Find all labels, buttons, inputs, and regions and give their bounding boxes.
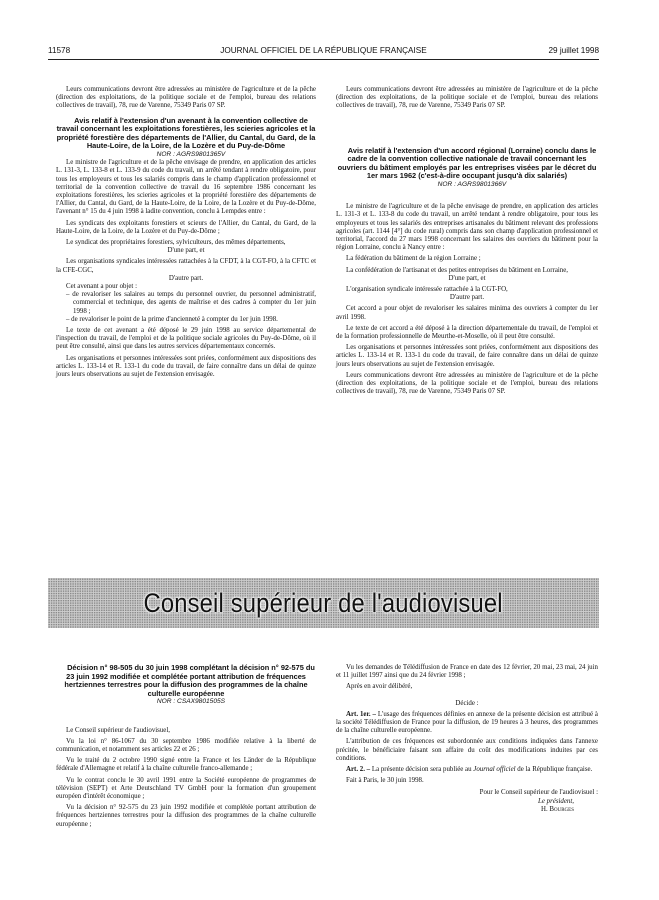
body-paragraph: Vu le contrat conclu le 30 avril 1991 entre la Société européenne de programmes de télévision (SEPT) et Arte Deutschland TV GmbH pour la formation d'un groupement européen d'intérêt économique ; (56, 776, 316, 800)
signature-for: Pour le Conseil supérieur de l'audiovisuel : (479, 789, 598, 797)
body-paragraph: Le texte de cet avenant a été déposé le 29 juin 1998 au service départemental de l'inspection du travail, de l'emploi et de la politique sociale agricoles du Puy-de-Dôme, où il peut être consulté, ainsi que dans les autres services départementaux concernés. (56, 327, 316, 351)
body-paragraph: D'autre part. (168, 274, 204, 282)
list-item: – de revaloriser le point de la prime d'ancienneté à compter du 1er juin 1998. (66, 315, 278, 323)
running-header (48, 46, 599, 58)
communication-paragraph: Leurs communications devront être adressées au ministère de l'agriculture et de la pêche (direction des exploitations, de la politique sociale et de l'emploi, bureau des relations collectives de travail), 78, rue de Varenne, 75349 Paris 07 SP. (56, 86, 316, 110)
body-paragraph: D'autre part. (449, 294, 485, 302)
body-paragraph: Les organisations et personnes intéressées sont priées, conformément aux dispositions des articles L. 133-14 et R. 133-1 du code du travail, de faire connaître dans un délai de quinze jours leurs observations au sujet de l'extension envisagée. (336, 344, 598, 368)
body-paragraph: Vu les demandes de Télédiffusion de France en date des 12 février, 20 mai, 23 mai, 24 juin et 11 juillet 1997 ainsi que du 24 février 1998 ; (336, 664, 598, 680)
body-paragraph: Le ministre de l'agriculture et de la pêche envisage de prendre, en application des articles L. 131-3, L. 133-8 et L. 133-9 du code du travail, un arrêté tendant à rendre obligatoire, pour tous les employeurs et tous les salariés compris dans le champ d'application professionnel et territorial de la convention collective de travail du 16 septembre 1986 concernant les exploitations forestières, les scieries agricoles et la propriété forestière des départements de l'Allier, du Cantal, du Gard, de la Haute-Loire, de la Loire, de la Lozère et du Puy-de-Dôme, l'avenant n° 15 du 4 juin 1998 à ladite convention, conclu à Lempdes entre : (56, 159, 316, 216)
body-paragraph: L'organisation syndicale intéressée rattachée à la CGT-FO, (346, 286, 508, 294)
section-title: Conseil supérieur de l'audiovisuel (143, 587, 504, 618)
article-1-label: Art. 1er. – (346, 710, 376, 718)
body-paragraph: Le syndicat des propriétaires forestiers, sylviculteurs, des mêmes départements, (66, 239, 286, 247)
article-2 (336, 766, 598, 774)
body-paragraph: D'une part, et (167, 247, 205, 255)
article-2-label: Art. 2. – (346, 766, 371, 774)
notice-title: Avis relatif à l'extension d'un accord régional (Lorraine) conclu dans le cadre de la convention collective nationale de travail concernant les ouvriers du bâtiment employés par les entreprises visées par le décret du 1er mars 1962 (c'est-à-dire occupant jusqu'à dix salariés) (337, 145, 597, 181)
done-at: Fait à Paris, le 30 juin 1998. (346, 777, 424, 785)
body-paragraph: Le ministre de l'agriculture et de la pêche envisage de prendre, en application des articles L. 131-3 et L. 133-8 du code du travail, un arrêté tendant à rendre obligatoire, pour tous les employeurs et tous les salariés des entreprises artisanales du bâtiment relevant des professions agricoles (art. 1144 [4°] du code rural) compris dans son champ d'application professionnel et territorial, l'accord du 27 mars 1998 concernant les salaires des ouvriers du bâtiment pour la région Lorraine, conclu à Nancy entre : (336, 203, 598, 252)
nor-reference: NOR : AGRS9801365V (156, 150, 226, 158)
issue-date: 29 juillet 1998 (548, 46, 599, 55)
body-paragraph: La fédération du bâtiment de la région Lorraine ; (346, 255, 481, 263)
header-rule (48, 59, 599, 60)
body-paragraph: La confédération de l'artisanat et des petites entreprises du bâtiment en Lorraine, (346, 266, 569, 274)
body-paragraph: Vu la loi n° 86-1067 du 30 septembre 1986 modifiée relative à la liberté de communication, et notamment ses articles 22 et 26 ; (56, 737, 316, 753)
signature-name: H. Bourges (540, 805, 574, 813)
body-paragraph: Les organisations syndicales intéressées rattachées à la CFDT, à la CGT-FO, à la CFTC et la CFE-CGC, (56, 258, 316, 274)
article-2-text-before: La présente décision sera publiée au (371, 766, 474, 774)
notice-building-column (336, 86, 598, 396)
body-paragraph: Leurs communications devront être adressées au ministère de l'agriculture et de la pêche (direction des exploitations, de la politique sociale et de l'emploi, bureau des relations collectives de travail), 78, rue de Varenne, 75349 Paris 07 SP. (336, 371, 598, 396)
nor-reference: NOR : CSAX9801505S (156, 698, 226, 706)
notice-title: Avis relatif à l'extension d'un avenant à la convention collective de travail concernant les exploitations forestières, les scieries agricoles et la propriété forestière des départements de l'Allier, du Cantal, du Gard, de la Haute-Loire, de la Loire, de la Lozère et du Puy-de-Dôme (56, 115, 316, 151)
decision-title: Décision n° 98-505 du 30 juin 1998 complétant la décision n° 92-575 du 23 juin 1992 modifiée et complétée portant attribution de fréquences hertziennes terrestres pour la diffusion des programmes de la chaîne culturelle européenne (64, 663, 315, 698)
signature-role: Le président, (538, 797, 574, 805)
body-paragraph: Le texte de cet accord a été déposé à la direction départementale du travail, de l'emploi et de la formation professionnelle de Meurthe-et-Moselle, où il peut être consulté. (336, 324, 598, 341)
notice-forestry-column (56, 86, 316, 379)
body-paragraph: Les syndicats des exploitants forestiers et scieurs de l'Allier, du Cantal, du Gard, de la Haute-Loire, de la Loire, de la Lozère et du Puy-de-Dôme ; (56, 219, 316, 235)
body-paragraph: Cet accord a pour objet de revaloriser les salaires minima des ouvriers à compter du 1er avril 1998. (336, 305, 598, 321)
body-paragraph: Vu la décision n° 92-575 du 23 juin 1992 modifiée et complétée portant attribution de fréquences hertziennes terrestres pour la diffusion des programmes de la chaîne culturelle européenne ; (56, 804, 316, 828)
article-2-text-after: de la République française. (515, 766, 593, 774)
body-paragraph: Les organisations et personnes intéressées sont priées, conformément aux dispositions des articles L. 133-14 et R. 133-1 du code du travail, de faire connaître dans un délai de quinze jours leurs observations au sujet de l'extension envisagée. (56, 354, 316, 379)
body-paragraph: Cet avenant a pour objet : (66, 283, 137, 291)
list-item: – de revaloriser les salaires au temps du personnel ouvrier, du personnel administratif, commercial et technique, des agents de maîtrise et des cadres à compter du 1er juin 1998 ; (66, 291, 316, 315)
journal-officiel-reference: Journal officiel (473, 766, 516, 774)
decision-column-right (336, 664, 598, 814)
nor-reference: NOR : AGRS9801366V (437, 180, 507, 188)
body-paragraph: Vu le traité du 2 octobre 1990 signé entre la France et les Länder de la République fédérale d'Allemagne et relatif à la chaîne culturelle franco-allemande ; (56, 757, 316, 773)
page-number: 11578 (48, 46, 71, 55)
communication-paragraph: Leurs communications devront être adressées au ministère de l'agriculture et de la pêche (direction des exploitations, de la politique sociale et de l'emploi, bureau des relations collectives de travail), 78, rue de Varenne, 75349 Paris 07 SP. (336, 86, 598, 110)
article-1-paragraph-2: L'attribution de ces fréquences est subordonnée aux conditions indiquées dans l'annexe précitée, le bénéficiaire faisant son affaire du coût des modifications induites par ces conditions. (336, 738, 598, 762)
body-paragraph: Le Conseil supérieur de l'audiovisuel, (66, 726, 171, 734)
body-paragraph: D'une part, et (448, 274, 486, 282)
section-banner (48, 578, 599, 628)
journal-title: JOURNAL OFFICIEL DE LA RÉPUBLIQUE FRANÇAISE (220, 46, 427, 55)
article-1-text: L'usage des fréquences définies en annexe de la présente décision est attribué à la société Télédiffusion de France pour la diffusion, de 19 heures à 3 heures, des programmes de la chaîne culturelle européenne. (336, 710, 598, 735)
body-paragraph: Après en avoir délibéré, (346, 683, 413, 691)
article-1 (336, 711, 598, 736)
decision-column-left (56, 664, 316, 829)
decide-heading: Décide : (455, 699, 479, 707)
